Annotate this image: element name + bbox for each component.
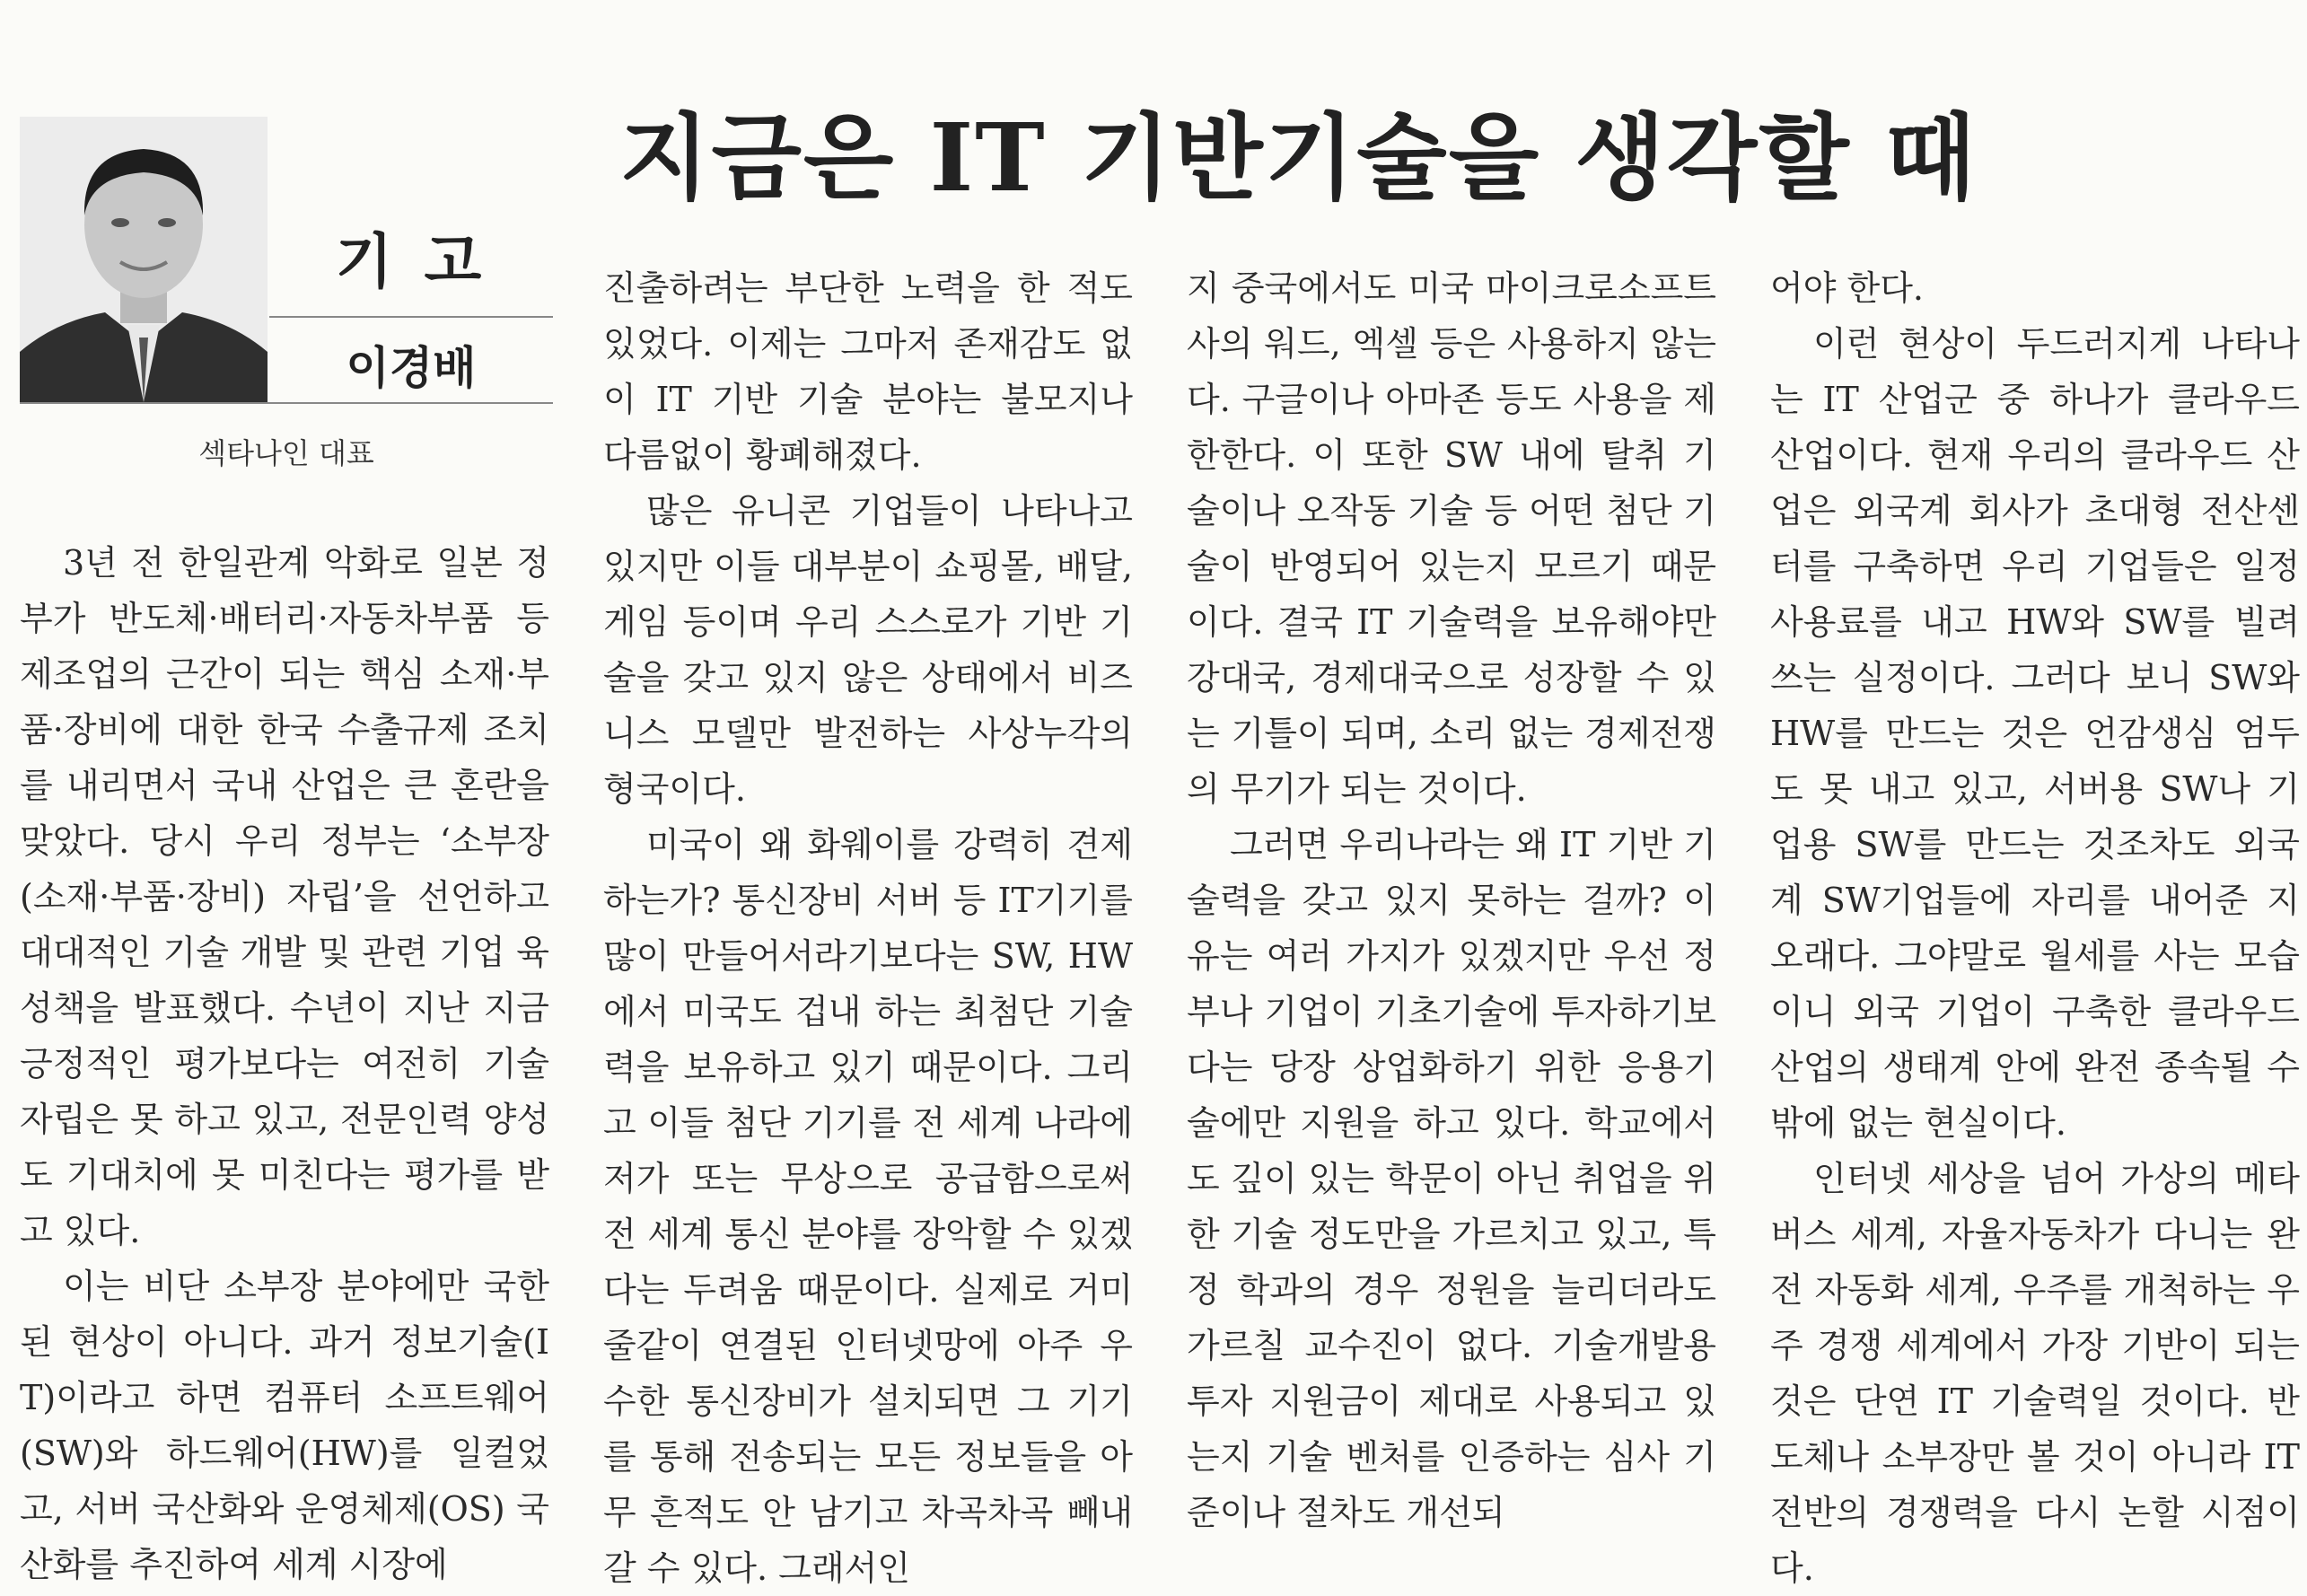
author-affiliation: 섹타나인 대표 xyxy=(198,436,374,470)
article-column-4 xyxy=(1770,260,2300,1596)
paragraph: 이런 현상이 두드러지게 나타나는 IT 산업군 중 하나가 클라우드 산업이다. 현재 우리의 클라우드 산업은 외국계 회사가 초대형 전산센터를 구축하면 우리 기업들은 일정 사용료를 내고 HW와 SW를 빌려 쓰는 실정이다. 그러다 보니 SW와 HW를 만드는 것은 언감생심 엄두도 못 내고 있고, 서버용 SW나 기업용 SW를 만드는 것조차도 외국계 SW기업들에 자리를 내어준 지 오래다. 그야말로 월세를 사는 모습이니 외국 기업이 구축한 클라우드 산업의 생태계 안에 완전 종속될 수밖에 없는 현실이다. xyxy=(1770,324,2300,1143)
paragraph: 진출하려는 부단한 노력을 한 적도 있었다. 이제는 그마저 존재감도 없이 IT 기반 기술 분야는 불모지나 다름없이 황폐해졌다. xyxy=(603,268,1133,475)
paragraph: 이는 비단 소부장 분야에만 국한된 현상이 아니다. 과거 정보기술(IT)이라고 하면 컴퓨터 소프트웨어(SW)와 하드웨어(HW)를 일컬었고, 서버 국산화와 운영체제(OS) 국산화를 추진하여 세계 시장에 xyxy=(20,1267,549,1584)
column-kicker: 기 고 xyxy=(335,227,487,296)
paragraph: 미국이 왜 화웨이를 강력히 견제하는가? 통신장비 서버 등 IT기기를 많이 만들어서라기보다는 SW, HW에서 미국도 겁내 하는 최첨단 기술력을 보유하고 있기 때문이다. 그리고 이들 첨단 기기를 전 세계 나라에 저가 또는 무상으로 공급함으로써 전 세계 통신 분야를 장악할 수 있겠다는 두려움 때문이다. 실제로 거미줄같이 연결된 인터넷망에 아주 우수한 통신장비가 설치되면 그 기기를 통해 전송되는 모든 정보들을 아무 흔적도 안 남기고 차곡차곡 빼내 갈 수 있다. 그래서인 xyxy=(603,825,1133,1588)
paragraph: 지 중국에서도 미국 마이크로소프트사의 워드, 엑셀 등은 사용하지 않는다. 구글이나 아마존 등도 사용을 제한한다. 이 또한 SW 내에 탈취 기술이나 오작동 기술 등 어떤 첨단 기술이 반영되어 있는지 모르기 때문이다. 결국 IT 기술력을 보유해야만 강대국, 경제대국으로 성장할 수 있는 기틀이 되며, 소리 없는 경제전쟁의 무기가 되는 것이다. xyxy=(1187,268,1716,809)
author-photo xyxy=(20,117,268,402)
article-column-1 xyxy=(20,535,549,1592)
divider xyxy=(269,316,553,318)
article-column-3 xyxy=(1187,260,1716,1540)
paragraph: 어야 한다. xyxy=(1770,268,1924,308)
divider xyxy=(20,402,553,404)
author-name: 이경배 xyxy=(346,342,477,394)
paragraph: 3년 전 한일관계 악화로 일본 정부가 반도체·배터리·자동차부품 등 제조업의 근간이 되는 핵심 소재·부품·장비에 대한 한국 수출규제 조치를 내리면서 국내 산업은 큰 혼란을 맞았다. 당시 우리 정부는 ‘소부장(소재·부품·장비) 자립’을 선언하고 대대적인 기술 개발 및 관련 기업 육성책을 발표했다. 수년이 지난 지금 긍정적인 평가보다는 여전히 기술 자립은 못 하고 있고, 전문인력 양성도 기대치에 못 미친다는 평가를 받고 있다. xyxy=(20,543,549,1250)
paragraph: 인터넷 세상을 넘어 가상의 메타버스 세계, 자율자동차가 다니는 완전 자동화 세계, 우주를 개척하는 우주 경쟁 세계에서 가장 기반이 되는 것은 단연 IT 기술력일 것이다. 반도체나 소부장만 볼 것이 아니라 IT 전반의 경쟁력을 다시 논할 시점이다. xyxy=(1770,1159,2300,1588)
paragraph: 많은 유니콘 기업들이 나타나고 있지만 이들 대부분이 쇼핑몰, 배달, 게임 등이며 우리 스스로가 기반 기술을 갖고 있지 않은 상태에서 비즈니스 모델만 발전하는 사상누각의 형국이다. xyxy=(603,491,1133,809)
article-column-2 xyxy=(603,260,1133,1596)
headline: 지금은 IT 기반기술을 생각할 때 xyxy=(619,102,1978,213)
paragraph: 그러면 우리나라는 왜 IT 기반 기술력을 갖고 있지 못하는 걸까? 이유는 여러 가지가 있겠지만 우선 정부나 기업이 기초기술에 투자하기보다는 당장 상업화하기 위한 응용기술에만 지원을 하고 있다. 학교에서도 깊이 있는 학문이 아닌 취업을 위한 기술 정도만을 가르치고 있고, 특정 학과의 경우 정원을 늘리더라도 가르칠 교수진이 없다. 기술개발용 투자 지원금이 제대로 사용되고 있는지 기술 벤처를 인증하는 심사 기준이나 절차도 개선되 xyxy=(1187,825,1716,1532)
